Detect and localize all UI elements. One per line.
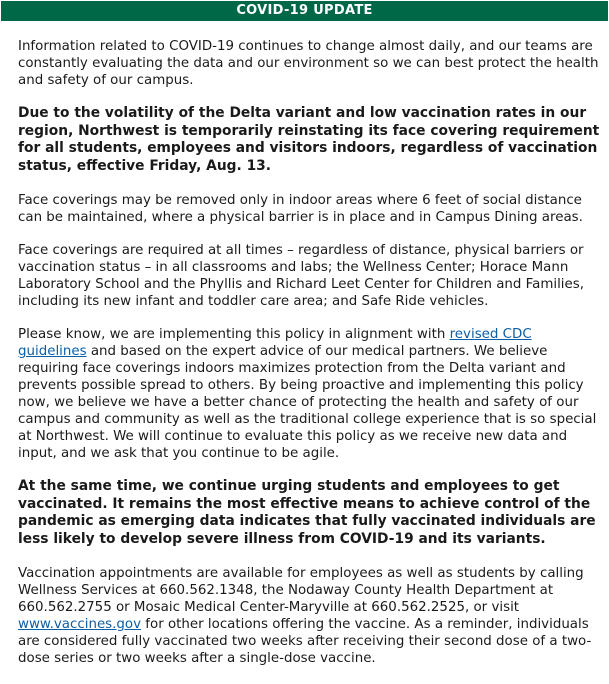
header-title: COVID-19 UPDATE <box>236 3 373 18</box>
delta-variant-announcement: Due to the volatility of the Delta variant and low vaccination rates in our region, Northwest is temporarily reinstating its face covering requirement for all students, employees and visitors indoors, regardless of vaccination status, effective Friday, Aug. 13. <box>18 105 600 174</box>
intro-paragraph: Information related to COVID-19 continues to change almost daily, and our teams are constantly evaluating the data and our environment so we can best protect the health and safety of our campus. <box>18 39 599 88</box>
covid-update-header <box>1 1 608 21</box>
vaccination-appointments-paragraph <box>18 565 600 667</box>
face-covering-requirements-paragraph: Face coverings are required at all times – regardless of distance, physical barriers or vaccination status – in all classrooms and labs; the Wellness Center; Horace Mann Laboratory School and the Phyllis and Richard Leet Center for Children and Families, including its new infant and toddler care area; and Safe Ride vehicles. <box>18 243 585 309</box>
cdc-paragraph-text-before: Please know, we are implementing this policy in alignment with <box>18 327 450 342</box>
vaccines-gov-link[interactable]: www.vaccines.gov <box>18 617 142 632</box>
face-covering-exceptions-paragraph: Face coverings may be removed only in indoor areas where 6 feet of social distance can be maintained, where a physical barrier is in place and in Campus Dining areas. <box>18 193 583 225</box>
cdc-policy-paragraph <box>18 326 600 462</box>
appointments-text-before: Vaccination appointments are available for employees as well as students by calling Wellness Services at 660.562.1348, the Nodaway County Health Department at 660.562.2755 or Mosaic Medical Center-Maryville at 660.562.2525, or visit <box>18 566 584 615</box>
revised-cdc-guidelines-link[interactable]: revised CDC guidelines <box>18 327 532 359</box>
vaccination-urging-paragraph: At the same time, we continue urging students and employees to get vaccinated. It remains the most effective means to achieve control of the pandemic as emerging data indicates that fully vaccinated individuals are less likely to develop severe illness from COVID-19 and its variants. <box>18 478 596 547</box>
cdc-paragraph-text-after: and based on the expert advice of our medical partners. We believe requiring face coverings indoors maximizes protection from the Delta variant and prevents possible spread to others. By being proactive and implementing this policy now, we believe we have a better chance of protecting the health and safety of our campus and community as well as the traditional college experience that is so special at Northwest. We will continue to evaluate this policy as we receive new data and input, and we ask that you continue to be agile. <box>18 344 597 461</box>
appointments-text-after: for other locations offering the vaccine. As a reminder, individuals are considered fully vaccinated two weeks after receiving their second dose of a two-dose series or two weeks after a single-dose vaccine. <box>18 617 592 666</box>
article-body <box>18 38 600 683</box>
